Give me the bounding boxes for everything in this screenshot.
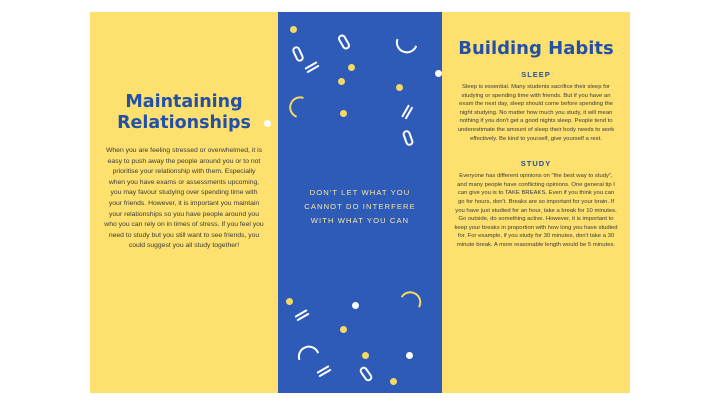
decor-dot — [352, 302, 359, 309]
decor-dot — [390, 378, 397, 385]
sleep-paragraph: Sleep is essential. Many students sacrifice their sleep for studying or spending time with friends. But if you have an exam the next day, sleep should come before spending the night studying. No matter how much you study, it will mean nothing if you don't get a good nights sleep. People tend to underestimate the amount of sleep their body needs to work effectively. Be kind to yourself, give yourself a rest. — [457, 84, 615, 142]
maintaining-relationships-title: Maintaining Relationships — [117, 92, 251, 133]
motivational-quote: DON'T LET WHAT YOU CANNOT DO INTERFERE WITH WHAT YOU CAN — [304, 187, 416, 225]
decor-pill — [337, 33, 352, 51]
decor-dot — [290, 26, 297, 33]
decor-semicircle — [286, 93, 304, 117]
sleep-heading: SLEEP — [521, 70, 551, 79]
building-habits-title: Building Habits — [458, 38, 614, 59]
decor-dot — [264, 120, 271, 127]
decor-lines — [294, 309, 311, 325]
decor-lines — [316, 365, 333, 381]
decor-dot — [435, 70, 442, 77]
decor-lines — [401, 104, 417, 121]
decor-dot — [338, 78, 345, 85]
right-panel — [442, 12, 630, 393]
middle-panel — [278, 12, 442, 393]
decor-dot — [286, 298, 293, 305]
decor-semicircle — [401, 287, 426, 308]
decor-semicircle — [393, 39, 417, 57]
decor-dot — [340, 110, 347, 117]
decor-semicircle — [295, 343, 319, 361]
decor-dot — [406, 352, 413, 359]
decor-dot — [396, 84, 403, 91]
decor-pill — [402, 129, 415, 147]
decor-dot — [348, 64, 355, 71]
decor-dot — [340, 326, 347, 333]
trifold-brochure — [90, 12, 630, 393]
decor-pill — [291, 45, 305, 63]
study-heading: STUDY — [520, 159, 552, 169]
study-paragraph: Everyone has different opinions on "the best way to study", and many people have conflicting opinions. One general tip I can give you is to TAKE BREAKS. Even if you think you can go for hours, don't. Breaks are so important for your brain. If you have just studied for an hour, take a break for 10 minutes. Go outside, do something active. However, it is important to keep your breaks in proportion with how long you have studied for. For example, if you study for 30 minutes, don't take a 30 minute break. A more reasonable length would be 5 minutes. — [454, 173, 618, 248]
decor-pill — [358, 365, 374, 383]
left-panel — [90, 12, 278, 393]
decor-lines — [304, 61, 321, 77]
relationships-paragraph: When you are feeling stressed or overwhelmed, it is easy to push away the people around you or to not prioritise your relationship with them. Especially when you have exams or assessments upcoming, you may favour studying over spending time with your friends. However, it is important you maintain your relationships so you have people around you who you can rely on in times of stress. If you feel you need to study but you still want to see friends, you could suggest you all study together! — [104, 147, 264, 250]
decor-dot — [362, 352, 369, 359]
